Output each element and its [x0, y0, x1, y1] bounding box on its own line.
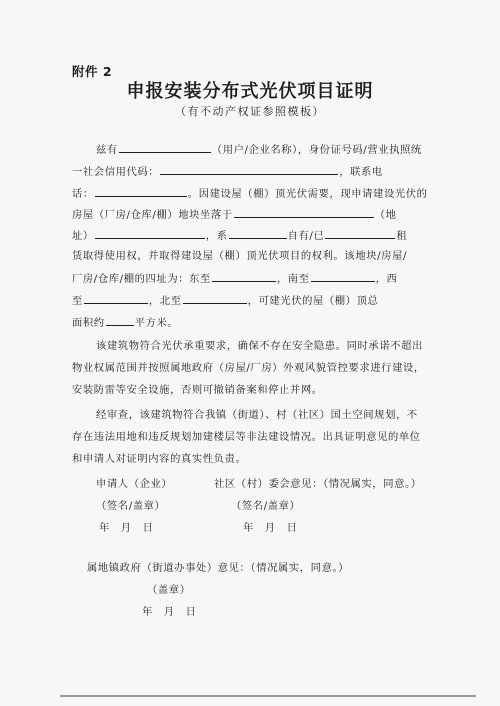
- paragraph-3-line-2: 存在违法用地和违反规划加建楼层等非法建设情况。出具证明意见的单位: [72, 431, 421, 443]
- location-blank: [234, 206, 374, 218]
- paragraph-3-line-1: 经审查，该建筑物符合我镇（街道）、村（社区）国土空间规划，不: [96, 409, 418, 421]
- north-boundary-blank: [183, 292, 247, 304]
- text-segment: 至: [72, 295, 83, 307]
- paragraph-1-line-8: [72, 292, 378, 308]
- document-title: 申报安装分布式光伏项目证明: [126, 81, 374, 102]
- paragraph-2-line-3: 安装防雷等安全设施，否则可撤销备案和停止并网。: [72, 384, 323, 396]
- credit-code-blank: [160, 163, 338, 175]
- text-segment: 兹有: [96, 144, 118, 156]
- text-segment: ，联系电: [339, 166, 383, 178]
- page-bottom-edge: [60, 695, 476, 697]
- text-segment: 租: [396, 230, 408, 242]
- phone-blank: [95, 185, 187, 197]
- town-date: 年 月 日: [142, 606, 197, 618]
- community-sign-seal: （签名/盖章）: [231, 500, 301, 512]
- paragraph-1-line-4: [72, 206, 397, 222]
- document-subtitle: （有不动产权证参照模板）: [175, 105, 325, 118]
- text-segment: ，系: [205, 230, 228, 242]
- paragraph-2-line-2: 物业权属范围并按照属地政府（房屋/厂房）外观风貌管控要求进行建设，: [72, 362, 425, 374]
- text-segment: 话：: [72, 188, 94, 200]
- text-segment: （用户/企业名称），身份证号码/营业执照统: [211, 144, 422, 156]
- text-segment: ，可建光伏的屋（棚）顶总: [247, 295, 379, 307]
- applicant-label: 申请人（企业）: [96, 478, 173, 490]
- area-blank: [106, 314, 134, 326]
- address-blank: [95, 227, 205, 239]
- paragraph-1-line-3: [72, 185, 428, 201]
- paragraph-3-line-3: 和申请人对证明内容的真实性负责。: [72, 453, 247, 465]
- name-blank: [119, 141, 211, 153]
- text-segment: 。因建设屋（棚）顶光伏需要，现申请建设光伏的: [187, 188, 428, 200]
- text-segment: （地: [374, 209, 397, 221]
- text-segment: 赁取得使用权，并取得建设屋（棚）顶光伏项目的权利。该地块/房屋/: [72, 250, 408, 262]
- west-boundary-blank: [84, 292, 148, 304]
- east-boundary-blank: [212, 270, 276, 282]
- paragraph-1-line-6: [72, 249, 407, 263]
- community-date: 年 月 日: [243, 522, 298, 534]
- text-segment: 房屋（厂房/仓库/棚）地块坐落于: [72, 209, 233, 221]
- paragraph-1-line-1: [96, 141, 422, 157]
- text-segment: 一社会信用代码：: [72, 166, 160, 178]
- town-government-opinion: 属地镇政府（街道办事处）意见：（情况属实，同意。）: [87, 562, 350, 574]
- paragraph-1-line-7: [72, 270, 397, 286]
- paragraph-1-line-9: [72, 314, 178, 330]
- text-segment: ，南至: [276, 273, 310, 285]
- community-opinion: 社区（村）委会意见：（情况属实，同意。）: [214, 478, 422, 490]
- applicant-date: 年 月 日: [99, 522, 154, 534]
- paragraph-2-line-1: 该建筑物符合光伏承重要求，确保不存在安全隐患。同时承诺不超出: [96, 340, 423, 352]
- applicant-sign-seal: （签名/盖章）: [96, 500, 166, 512]
- text-segment: 自有/已: [287, 230, 325, 242]
- south-boundary-blank: [311, 270, 375, 282]
- lease-blank: [325, 227, 395, 239]
- town-seal: （盖章）: [147, 584, 191, 596]
- paragraph-1-line-2: [72, 163, 383, 179]
- paragraph-1-line-5: [72, 227, 407, 243]
- owner-blank: [229, 227, 287, 239]
- text-segment: ，西: [375, 273, 398, 285]
- text-segment: 址）: [72, 230, 94, 242]
- text-segment: ，北至: [148, 295, 182, 307]
- text-segment: 面积约: [72, 317, 105, 329]
- annex-label: 附件 2: [72, 64, 113, 79]
- text-segment: 厂房/仓库/棚的四址为：东至: [72, 273, 211, 285]
- text-segment: 平方米。: [134, 317, 179, 329]
